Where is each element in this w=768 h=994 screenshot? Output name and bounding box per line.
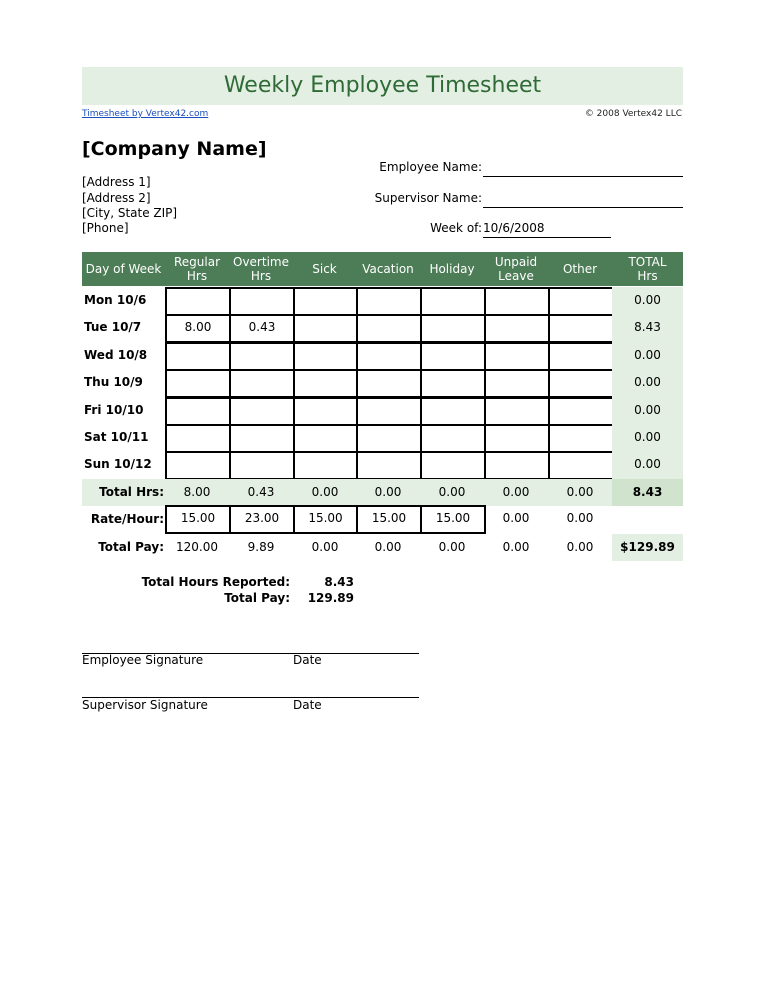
hours-input-cell[interactable]: [293, 342, 358, 371]
hours-input-cell[interactable]: [420, 369, 486, 398]
city-state-zip: [City, State ZIP]: [82, 206, 178, 220]
grand-total-hours: 8.43: [612, 479, 683, 506]
total_hrs-value: 8.00: [183, 485, 211, 499]
rate-input-cell[interactable]: 0.00: [502, 511, 530, 525]
total-hours-label: Total Hrs:: [99, 485, 164, 499]
hours-input-cell[interactable]: [293, 287, 358, 316]
day-label: Tue 10/7: [84, 320, 142, 335]
rate-input-cell[interactable]: 15.00: [420, 505, 486, 534]
hours-input-cell[interactable]: [229, 369, 295, 398]
total_hrs-value: 0.00: [566, 485, 594, 499]
header-line-1: TOTAL: [628, 255, 667, 269]
hours-input-cell[interactable]: [420, 451, 486, 480]
hours-input-cell[interactable]: [420, 424, 486, 453]
header-line-2: Hrs: [186, 269, 208, 283]
hours-input-cell[interactable]: [165, 369, 231, 398]
day-label: Sat 10/11: [84, 430, 149, 444]
hours-input-cell[interactable]: [548, 369, 614, 398]
hours-input-cell[interactable]: [356, 451, 422, 480]
total_pay-value: 0.00: [566, 540, 594, 554]
hours-input-cell[interactable]: [229, 424, 295, 453]
address-line-1: [Address 1]: [82, 175, 151, 189]
hours-input-cell[interactable]: [356, 314, 422, 343]
rate-label: Rate/Hour:: [90, 512, 164, 526]
supervisor-name-field[interactable]: [483, 191, 683, 208]
header-day-of-week: [82, 252, 165, 286]
address-line-2: [Address 2]: [82, 191, 151, 205]
header-total-hrs: [612, 252, 683, 286]
employee-name-label: Employee Name:: [379, 160, 482, 174]
rate-input-cell[interactable]: 15.00: [293, 505, 358, 534]
hours-input-cell[interactable]: [484, 342, 550, 371]
hours-input-cell[interactable]: [165, 287, 231, 316]
week-of-label: Week of:: [430, 221, 482, 235]
total_pay-value: 0.00: [374, 540, 402, 554]
hours-input-cell[interactable]: [356, 369, 422, 398]
hours-input-cell[interactable]: [165, 397, 231, 426]
hours-input-cell[interactable]: [229, 397, 295, 426]
hours-input-cell[interactable]: [548, 314, 614, 343]
hours-input-cell[interactable]: [484, 397, 550, 426]
row-total-hours: 8.43: [612, 314, 683, 342]
header-overtime-hrs: [229, 252, 293, 286]
day-label: Mon 10/6: [84, 293, 147, 307]
employee-name-field[interactable]: [483, 160, 683, 177]
total_pay-value: 0.00: [438, 540, 466, 554]
hours-input-cell[interactable]: [293, 397, 358, 426]
hours-input-cell[interactable]: 0.43: [229, 314, 295, 343]
hours-input-cell[interactable]: [356, 342, 422, 371]
hours-input-cell[interactable]: [165, 342, 231, 371]
hours-input-cell[interactable]: [356, 287, 422, 316]
supervisor-signature-label: Supervisor Signature: [82, 698, 208, 712]
hours-input-cell[interactable]: [229, 342, 295, 371]
hours-input-cell[interactable]: [356, 397, 422, 426]
hours-reported-value: 8.43: [324, 575, 354, 589]
rate-input-cell[interactable]: 23.00: [229, 505, 295, 534]
hours-input-cell[interactable]: [165, 424, 231, 453]
vertex42-link[interactable]: Timesheet by Vertex42.com: [82, 109, 209, 119]
header-line-1: Holiday: [429, 262, 475, 276]
employee-signature-label: Employee Signature: [82, 653, 204, 667]
hours-input-cell[interactable]: [548, 424, 614, 453]
total_hrs-value: 0.00: [438, 485, 466, 499]
hours-input-cell[interactable]: [420, 397, 486, 426]
header-line-1: Day of Week: [85, 262, 162, 276]
hours-input-cell[interactable]: [484, 287, 550, 316]
row-total-hours: 0.00: [612, 451, 683, 479]
header-sick: [293, 252, 356, 286]
hours-input-cell[interactable]: [484, 369, 550, 398]
hours-input-cell[interactable]: [484, 314, 550, 343]
supervisor-date-label: Date: [293, 698, 322, 712]
hours-input-cell[interactable]: [229, 451, 295, 480]
hours-input-cell[interactable]: [548, 287, 614, 316]
hours-input-cell[interactable]: [420, 314, 486, 343]
hours-input-cell[interactable]: [293, 314, 358, 343]
header-line-1: Sick: [312, 262, 337, 276]
header-line-1: Unpaid: [494, 255, 538, 269]
hours-input-cell[interactable]: [548, 397, 614, 426]
hours-input-cell[interactable]: [484, 451, 550, 480]
hours-input-cell[interactable]: [293, 369, 358, 398]
hours-input-cell[interactable]: [548, 451, 614, 480]
header-line-2: Hrs: [250, 269, 272, 283]
row-total-hours: 0.00: [612, 397, 683, 425]
total_pay-value: 0.00: [502, 540, 530, 554]
header-line-1: Vacation: [362, 262, 414, 276]
company-name: [Company Name]: [82, 138, 267, 160]
rate-input-cell[interactable]: 15.00: [165, 505, 231, 534]
copyright-text: © 2008 Vertex42 LLC: [584, 109, 682, 119]
header-unpaid-leave: [484, 252, 548, 286]
header-line-1: Regular: [173, 255, 221, 269]
hours-reported-label: Total Hours Reported:: [141, 575, 290, 589]
day-label: Sun 10/12: [84, 457, 152, 472]
hours-input-cell[interactable]: [420, 287, 486, 316]
hours-input-cell[interactable]: [293, 451, 358, 480]
rate-input-cell[interactable]: 0.00: [566, 511, 594, 525]
total_hrs-value: 0.00: [311, 485, 339, 499]
row-total-hours: 0.00: [612, 369, 683, 397]
day-label: Fri 10/10: [84, 402, 144, 417]
day-label: Wed 10/8: [84, 347, 148, 362]
header-line-1: Other: [562, 262, 598, 276]
grand-total-pay: $129.89: [612, 534, 683, 561]
hours-input-cell[interactable]: [484, 424, 550, 453]
hours-input-cell[interactable]: [548, 342, 614, 371]
rate-input-cell[interactable]: 15.00: [356, 505, 422, 534]
header-other: [548, 252, 612, 286]
header-regular-hrs: [165, 252, 229, 286]
summary-pay-label: Total Pay:: [224, 591, 290, 605]
hours-input-cell[interactable]: 8.00: [165, 314, 231, 343]
header-holiday: [420, 252, 484, 286]
header-line-2: Hrs: [637, 269, 658, 283]
supervisor-name-label: Supervisor Name:: [374, 191, 482, 205]
week-of-field[interactable]: 10/6/2008: [483, 221, 611, 238]
hours-input-cell[interactable]: [229, 287, 295, 316]
row-total-hours: 0.00: [612, 424, 683, 452]
page-title: Weekly Employee Timesheet: [223, 73, 542, 98]
total_hrs-value: 0.00: [502, 485, 530, 499]
hours-input-cell[interactable]: [420, 342, 486, 371]
hours-input-cell[interactable]: [293, 424, 358, 453]
total_pay-value: 9.89: [247, 540, 275, 554]
header-line-2: Leave: [498, 269, 534, 283]
total-pay-label: Total Pay:: [98, 540, 164, 554]
row-total-hours: 0.00: [612, 342, 683, 370]
total_pay-value: 0.00: [311, 540, 339, 554]
summary-pay-value: 129.89: [307, 591, 354, 605]
total_hrs-value: 0.00: [374, 485, 402, 499]
hours-input-cell[interactable]: [165, 451, 231, 480]
total_hrs-value: 0.43: [247, 485, 275, 499]
employee-date-label: Date: [293, 653, 322, 667]
row-total-hours: 0.00: [612, 287, 683, 315]
total_pay-value: 120.00: [176, 540, 218, 554]
header-vacation: [356, 252, 420, 286]
phone: [Phone]: [82, 221, 129, 235]
hours-input-cell[interactable]: [356, 424, 422, 453]
header-line-1: Overtime: [233, 255, 289, 269]
day-label: Thu 10/9: [84, 375, 143, 390]
